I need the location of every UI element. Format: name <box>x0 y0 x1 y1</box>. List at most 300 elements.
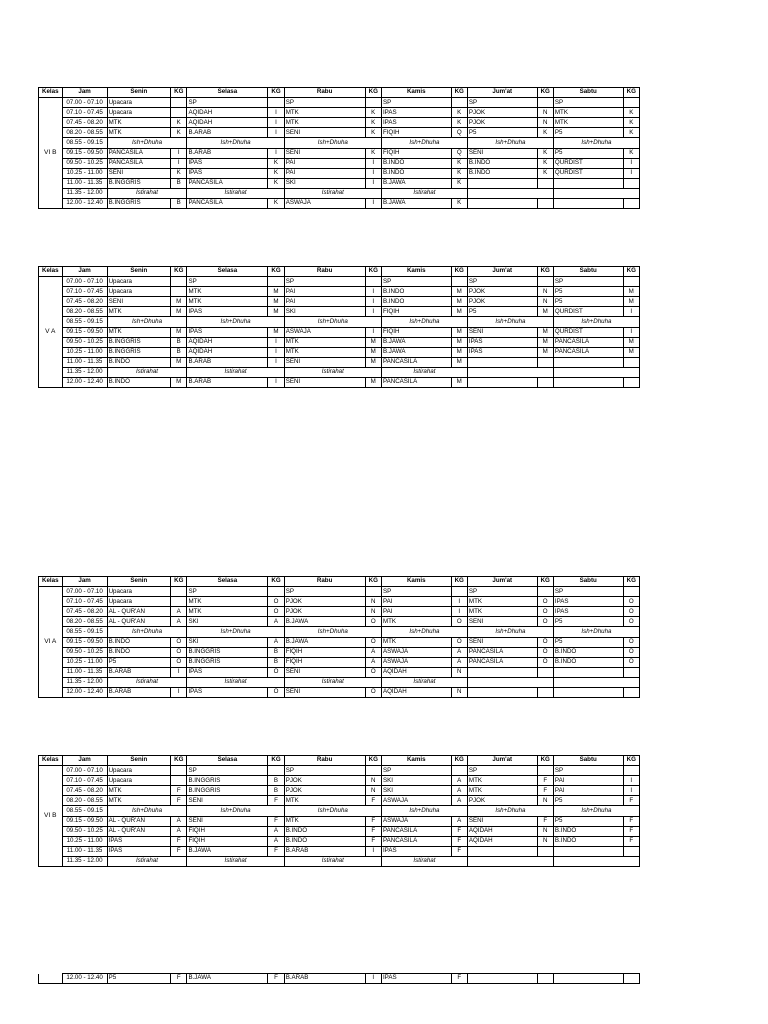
subject-cell: SP <box>284 587 365 597</box>
subject-cell: PANCASILA <box>107 148 170 158</box>
teacher-code-cell: M <box>365 347 381 357</box>
teacher-code-cell: F <box>171 974 187 984</box>
teacher-code-cell: I <box>365 168 381 178</box>
teacher-code-cell: A <box>268 826 284 836</box>
subject-cell: PJOK <box>467 118 537 128</box>
teacher-code-cell: O <box>623 647 639 657</box>
break-cell <box>467 677 553 687</box>
teacher-code-cell: A <box>451 657 467 667</box>
subject-cell: SKI <box>381 776 451 786</box>
teacher-code-cell: K <box>268 168 284 178</box>
header-cell: KG <box>171 267 187 277</box>
header-cell: KG <box>537 756 553 766</box>
subject-cell: AL - QUR'AN <box>107 617 170 627</box>
break-cell <box>467 188 553 198</box>
header-cell: Jam <box>62 756 107 766</box>
teacher-code-cell <box>623 178 639 188</box>
subject-cell: ASWAJA <box>381 796 451 806</box>
subject-cell: SKI <box>284 178 365 188</box>
subject-cell: B.JAWA <box>284 637 365 647</box>
subject-cell: B.INDO <box>284 826 365 836</box>
teacher-code-cell: N <box>537 108 553 118</box>
subject-cell: FIQIH <box>187 826 268 836</box>
time-cell: 11.35 - 12.00 <box>62 677 107 687</box>
subject-cell: MTK <box>187 287 268 297</box>
teacher-code-cell: I <box>365 178 381 188</box>
subject-cell: MTK <box>284 108 365 118</box>
subject-cell <box>467 357 537 367</box>
teacher-code-cell: F <box>171 796 187 806</box>
table-row <box>39 587 640 597</box>
subject-cell: P5 <box>553 637 623 647</box>
time-cell: 08.55 - 09.15 <box>62 138 107 148</box>
subject-cell: SENI <box>467 816 537 826</box>
subject-cell: PANCASILA <box>187 199 268 209</box>
subject-cell: B.INGGRIS <box>187 647 268 657</box>
subject-cell: B.INDO <box>467 168 537 178</box>
teacher-code-cell: K <box>171 128 187 138</box>
subject-cell: B.JAWA <box>187 846 268 856</box>
teacher-code-cell: I <box>365 199 381 209</box>
time-cell: 10.25 - 11.00 <box>62 657 107 667</box>
subject-cell: P5 <box>553 617 623 627</box>
break-cell: Istirahat <box>107 677 187 687</box>
break-cell: Istirahat <box>381 367 467 377</box>
teacher-code-cell: A <box>451 816 467 826</box>
teacher-code-cell: O <box>537 617 553 627</box>
teacher-code-cell: O <box>537 607 553 617</box>
subject-cell: FIQIH <box>284 647 365 657</box>
time-cell: 10.25 - 11.00 <box>62 347 107 357</box>
teacher-code-cell: F <box>623 826 639 836</box>
teacher-code-cell: M <box>451 378 467 388</box>
teacher-code-cell: A <box>268 637 284 647</box>
teacher-code-cell: M <box>268 307 284 317</box>
schedule-table-continuation <box>38 973 640 984</box>
teacher-code-cell: K <box>623 128 639 138</box>
teacher-code-cell: O <box>623 637 639 647</box>
break-cell: Istirahat <box>381 677 467 687</box>
subject-cell: SENI <box>284 357 365 367</box>
subject-cell: PAI <box>284 297 365 307</box>
teacher-code-cell: A <box>451 786 467 796</box>
time-cell: 07.10 - 07.45 <box>62 597 107 607</box>
subject-cell: IPAS <box>187 667 268 677</box>
teacher-code-cell: K <box>268 199 284 209</box>
table-row <box>39 277 640 287</box>
subject-cell: B.JAWA <box>381 178 451 188</box>
break-cell: Ish+Dhuha <box>107 138 187 148</box>
subject-cell: B.INDO <box>107 378 170 388</box>
subject-cell: B.INDO <box>553 826 623 836</box>
subject-cell: PANCASILA <box>187 178 268 188</box>
teacher-code-cell: I <box>268 148 284 158</box>
header-cell: KG <box>537 577 553 587</box>
subject-cell: SP <box>553 98 623 108</box>
subject-cell: B.INDO <box>381 287 451 297</box>
teacher-code-cell: M <box>268 297 284 307</box>
teacher-code-cell: M <box>623 337 639 347</box>
subject-cell: FIQIH <box>381 327 451 337</box>
teacher-code-cell: M <box>171 378 187 388</box>
teacher-code-cell: K <box>623 118 639 128</box>
table-row <box>39 347 640 357</box>
break-cell: Ish+Dhuha <box>187 138 284 148</box>
subject-cell <box>467 688 537 698</box>
subject-cell: ASWAJA <box>381 657 451 667</box>
header-cell: Rabu <box>284 267 365 277</box>
teacher-code-cell: F <box>537 776 553 786</box>
teacher-code-cell: F <box>171 836 187 846</box>
break-cell: Ish+Dhuha <box>107 806 187 816</box>
subject-cell: PAI <box>284 287 365 297</box>
break-cell: Ish+Dhuha <box>467 806 553 816</box>
teacher-code-cell: O <box>623 597 639 607</box>
class-label: V A <box>39 277 63 388</box>
subject-cell: SENI <box>187 796 268 806</box>
teacher-code-cell: O <box>171 657 187 667</box>
break-cell <box>553 188 639 198</box>
teacher-code-cell: M <box>623 297 639 307</box>
subject-cell: SP <box>381 766 451 776</box>
teacher-code-cell <box>268 766 284 776</box>
header-cell: KG <box>623 88 639 98</box>
header-row <box>39 88 640 98</box>
table-row <box>39 148 640 158</box>
teacher-code-cell <box>623 378 639 388</box>
table-row <box>39 816 640 826</box>
time-cell: 11.00 - 11.35 <box>62 667 107 677</box>
header-cell: Selasa <box>187 267 268 277</box>
teacher-code-cell <box>537 98 553 108</box>
teacher-code-cell: F <box>365 836 381 846</box>
subject-cell: B.INDO <box>381 158 451 168</box>
teacher-code-cell: I <box>171 688 187 698</box>
header-cell: KG <box>537 267 553 277</box>
subject-cell: AQIDAH <box>381 688 451 698</box>
subject-cell: P5 <box>107 974 170 984</box>
subject-cell: SP <box>467 587 537 597</box>
header-cell: Rabu <box>284 756 365 766</box>
table-row <box>39 836 640 846</box>
teacher-code-cell: M <box>537 307 553 317</box>
break-cell: Istirahat <box>107 188 187 198</box>
subject-cell <box>467 378 537 388</box>
subject-cell: MTK <box>381 617 451 627</box>
subject-cell: IPAS <box>381 846 451 856</box>
subject-cell: IPAS <box>187 688 268 698</box>
time-cell: 10.25 - 11.00 <box>62 836 107 846</box>
table-row <box>39 287 640 297</box>
teacher-code-cell: F <box>268 846 284 856</box>
subject-cell: MTK <box>107 786 170 796</box>
subject-cell: IPAS <box>187 307 268 317</box>
teacher-code-cell: K <box>451 158 467 168</box>
teacher-code-cell: I <box>451 597 467 607</box>
subject-cell: PAI <box>284 158 365 168</box>
teacher-code-cell: I <box>268 378 284 388</box>
header-cell: Kelas <box>39 88 63 98</box>
subject-cell: B.INDO <box>553 836 623 846</box>
subject-cell: B.ARAB <box>284 846 365 856</box>
subject-cell: PANCASILA <box>381 357 451 367</box>
header-row <box>39 756 640 766</box>
subject-cell: Upacara <box>107 98 170 108</box>
header-cell: Kamis <box>381 756 451 766</box>
table-row <box>39 327 640 337</box>
teacher-code-cell: F <box>171 846 187 856</box>
subject-cell: B.INDO <box>381 297 451 307</box>
teacher-code-cell: I <box>365 327 381 337</box>
time-cell: 07.45 - 08.20 <box>62 297 107 307</box>
subject-cell: PJOK <box>467 796 537 806</box>
break-cell: Ish+Dhuha <box>553 138 639 148</box>
time-cell: 07.45 - 08.20 <box>62 607 107 617</box>
subject-cell: PANCASILA <box>381 826 451 836</box>
subject-cell: SP <box>187 587 268 597</box>
subject-cell <box>467 974 537 984</box>
subject-cell: SENI <box>284 128 365 138</box>
table-row <box>39 108 640 118</box>
class-label: VI B <box>39 98 63 209</box>
teacher-code-cell: K <box>537 168 553 178</box>
teacher-code-cell: K <box>171 118 187 128</box>
subject-cell: MTK <box>107 128 170 138</box>
subject-cell: P5 <box>467 307 537 317</box>
subject-cell: MTK <box>467 786 537 796</box>
subject-cell: ASWAJA <box>381 816 451 826</box>
subject-cell: PANCASILA <box>467 657 537 667</box>
subject-cell: PAI <box>381 607 451 617</box>
teacher-code-cell: O <box>623 657 639 667</box>
table-row <box>39 297 640 307</box>
teacher-code-cell <box>623 688 639 698</box>
subject-cell: B.INDO <box>381 168 451 178</box>
table-row <box>39 667 640 677</box>
header-cell: KG <box>171 756 187 766</box>
break-cell: Ish+Dhuha <box>284 806 381 816</box>
break-cell: Ish+Dhuha <box>553 627 639 637</box>
subject-cell <box>553 178 623 188</box>
class-label-continued <box>39 974 63 984</box>
header-cell: KG <box>451 88 467 98</box>
table-row <box>39 974 640 984</box>
header-cell: Kamis <box>381 577 451 587</box>
header-cell: Sabtu <box>553 756 623 766</box>
table-row <box>39 776 640 786</box>
teacher-code-cell: F <box>268 796 284 806</box>
subject-cell: SENI <box>107 168 170 178</box>
subject-cell: AL - QUR'AN <box>107 607 170 617</box>
teacher-code-cell: N <box>537 836 553 846</box>
subject-cell: MTK <box>187 297 268 307</box>
subject-cell: QURDIST <box>553 307 623 317</box>
subject-cell: PJOK <box>467 287 537 297</box>
subject-cell: Upacara <box>107 766 170 776</box>
header-cell: Sabtu <box>553 577 623 587</box>
subject-cell: MTK <box>107 327 170 337</box>
teacher-code-cell: I <box>171 158 187 168</box>
teacher-code-cell: K <box>451 108 467 118</box>
time-cell: 07.10 - 07.45 <box>62 108 107 118</box>
teacher-code-cell <box>537 688 553 698</box>
subject-cell: B.INGGRIS <box>187 786 268 796</box>
subject-cell: P5 <box>553 148 623 158</box>
teacher-code-cell: B <box>171 347 187 357</box>
teacher-code-cell: A <box>268 617 284 627</box>
subject-cell: P5 <box>553 816 623 826</box>
time-cell: 08.55 - 09.15 <box>62 806 107 816</box>
header-cell: KG <box>171 88 187 98</box>
subject-cell: PJOK <box>284 607 365 617</box>
teacher-code-cell: A <box>171 617 187 627</box>
subject-cell: MTK <box>467 607 537 617</box>
subject-cell: AL - QUR'AN <box>107 826 170 836</box>
subject-cell: SP <box>381 277 451 287</box>
header-cell: Senin <box>107 577 170 587</box>
subject-cell <box>467 846 537 856</box>
subject-cell <box>553 667 623 677</box>
header-cell: Selasa <box>187 756 268 766</box>
break-cell: Istirahat <box>284 856 381 866</box>
header-cell: KG <box>623 267 639 277</box>
time-cell: 09.15 - 09.50 <box>62 327 107 337</box>
subject-cell: B.INDO <box>107 647 170 657</box>
subject-cell: IPAS <box>381 974 451 984</box>
time-cell: 11.35 - 12.00 <box>62 367 107 377</box>
teacher-code-cell: M <box>268 287 284 297</box>
header-cell: Jum'at <box>467 267 537 277</box>
subject-cell: MTK <box>467 776 537 786</box>
subject-cell: B.INDO <box>467 158 537 168</box>
break-cell: Istirahat <box>187 188 284 198</box>
teacher-code-cell <box>171 277 187 287</box>
teacher-code-cell <box>171 766 187 776</box>
teacher-code-cell: A <box>268 836 284 846</box>
teacher-code-cell: A <box>171 826 187 836</box>
table-row <box>39 188 640 198</box>
header-cell: KG <box>268 756 284 766</box>
subject-cell: B.JAWA <box>381 337 451 347</box>
teacher-code-cell: I <box>365 297 381 307</box>
teacher-code-cell: I <box>623 786 639 796</box>
teacher-code-cell <box>537 766 553 776</box>
break-cell: Ish+Dhuha <box>187 317 284 327</box>
subject-cell: IPAS <box>553 597 623 607</box>
teacher-code-cell <box>268 277 284 287</box>
teacher-code-cell: I <box>365 307 381 317</box>
time-cell: 07.00 - 07.10 <box>62 277 107 287</box>
subject-cell: B.INDO <box>107 357 170 367</box>
subject-cell: MTK <box>284 337 365 347</box>
table-row <box>39 378 640 388</box>
break-cell: Ish+Dhuha <box>381 317 467 327</box>
teacher-code-cell <box>451 277 467 287</box>
subject-cell: AQIDAH <box>467 836 537 846</box>
header-cell: Kelas <box>39 756 63 766</box>
subject-cell: SKI <box>381 786 451 796</box>
teacher-code-cell: M <box>537 347 553 357</box>
header-cell: Selasa <box>187 88 268 98</box>
time-cell: 08.20 - 08.55 <box>62 796 107 806</box>
subject-cell: IPAS <box>381 118 451 128</box>
header-cell: Jam <box>62 577 107 587</box>
teacher-code-cell: O <box>171 647 187 657</box>
subject-cell: QURDIST <box>553 168 623 178</box>
subject-cell: B.JAWA <box>381 199 451 209</box>
break-cell: Istirahat <box>284 188 381 198</box>
break-cell <box>467 856 553 866</box>
header-cell: Rabu <box>284 88 365 98</box>
subject-cell: AQIDAH <box>381 667 451 677</box>
subject-cell: B.ARAB <box>284 974 365 984</box>
time-cell: 09.50 - 10.25 <box>62 337 107 347</box>
header-cell: Senin <box>107 88 170 98</box>
table-row <box>39 597 640 607</box>
break-cell: Istirahat <box>187 856 284 866</box>
header-cell: KG <box>268 88 284 98</box>
teacher-code-cell: O <box>268 607 284 617</box>
subject-cell: SENI <box>284 148 365 158</box>
teacher-code-cell: M <box>623 287 639 297</box>
subject-cell: PANCASILA <box>381 378 451 388</box>
teacher-code-cell: I <box>365 974 381 984</box>
subject-cell: PAI <box>553 786 623 796</box>
subject-cell: B.INDO <box>284 836 365 846</box>
teacher-code-cell: F <box>365 796 381 806</box>
teacher-code-cell: O <box>537 637 553 647</box>
time-cell: 09.15 - 09.50 <box>62 148 107 158</box>
header-cell: KG <box>365 756 381 766</box>
break-cell: Ish+Dhuha <box>553 806 639 816</box>
teacher-code-cell: A <box>171 816 187 826</box>
teacher-code-cell <box>623 587 639 597</box>
break-cell <box>553 367 639 377</box>
subject-cell: AQIDAH <box>187 118 268 128</box>
teacher-code-cell: O <box>365 637 381 647</box>
teacher-code-cell: M <box>171 357 187 367</box>
time-cell: 11.00 - 11.35 <box>62 178 107 188</box>
teacher-code-cell: M <box>451 347 467 357</box>
break-cell: Ish+Dhuha <box>381 138 467 148</box>
subject-cell: IPAS <box>553 607 623 617</box>
header-cell: Senin <box>107 756 170 766</box>
teacher-code-cell: O <box>365 688 381 698</box>
header-cell: KG <box>451 267 467 277</box>
subject-cell: SKI <box>187 637 268 647</box>
teacher-code-cell: F <box>623 816 639 826</box>
header-row <box>39 577 640 587</box>
subject-cell: SP <box>381 98 451 108</box>
teacher-code-cell: O <box>623 607 639 617</box>
time-cell: 08.55 - 09.15 <box>62 627 107 637</box>
subject-cell: MTK <box>107 796 170 806</box>
subject-cell: SP <box>467 766 537 776</box>
teacher-code-cell: F <box>623 796 639 806</box>
subject-cell: P5 <box>553 128 623 138</box>
teacher-code-cell: I <box>268 108 284 118</box>
subject-cell: AQIDAH <box>187 347 268 357</box>
teacher-code-cell: B <box>268 776 284 786</box>
teacher-code-cell: Q <box>451 128 467 138</box>
subject-cell: SP <box>553 766 623 776</box>
break-cell <box>553 856 639 866</box>
subject-cell: IPAS <box>187 327 268 337</box>
subject-cell: SP <box>553 277 623 287</box>
teacher-code-cell <box>623 357 639 367</box>
header-cell: Jum'at <box>467 756 537 766</box>
teacher-code-cell: F <box>365 816 381 826</box>
